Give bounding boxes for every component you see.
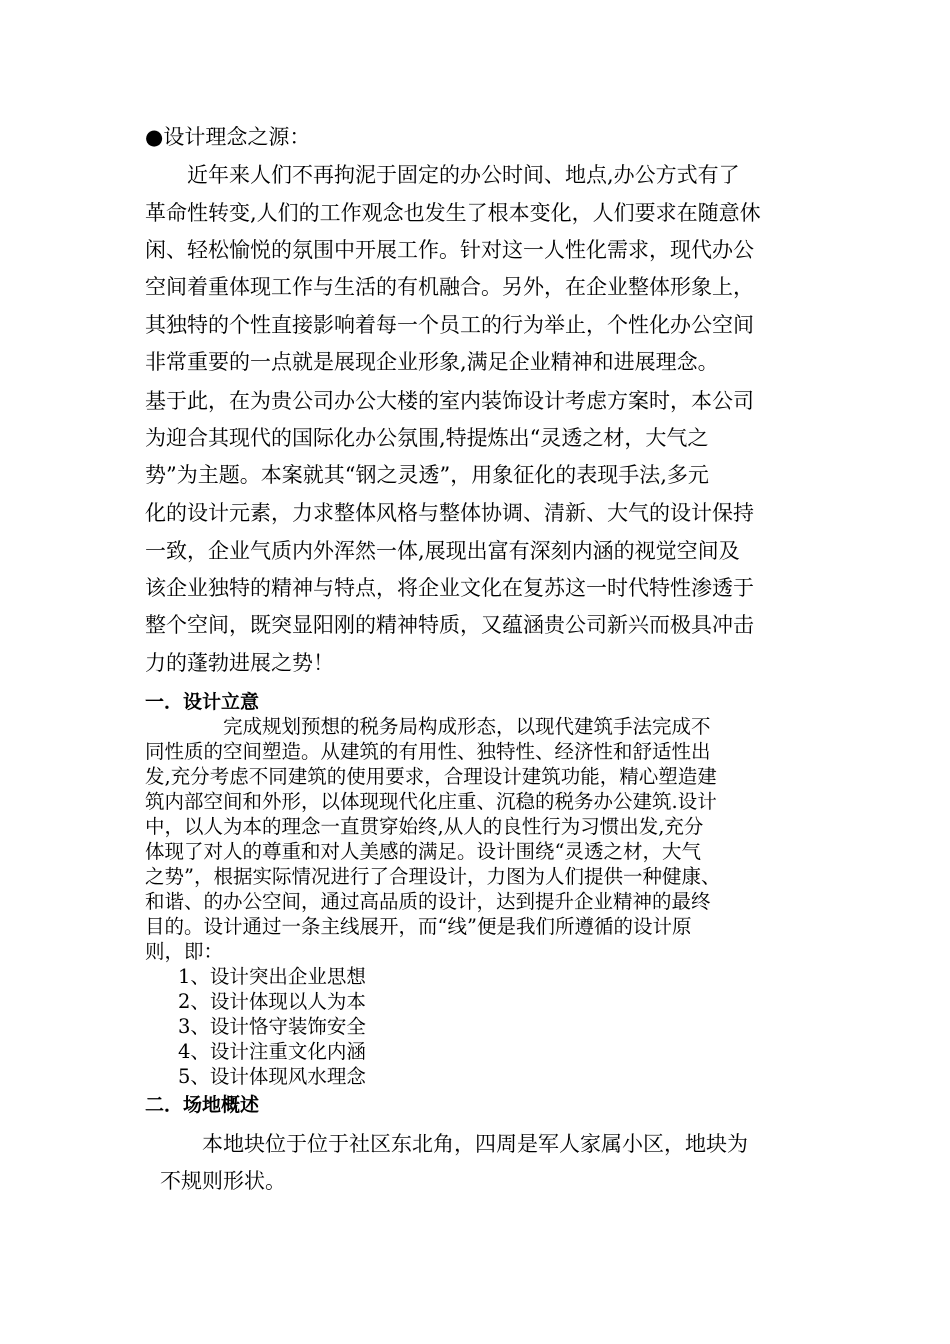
- text-line: 之势”，根据实际情况进行了合理设计，力图为人们提供一种健康、: [145, 865, 721, 888]
- text-line: 基于此，在为贵公司办公大楼的室内装饰设计考虑方案时，本公司: [145, 389, 754, 413]
- text-line: 整个空间，既突显阳刚的精神特质，又蕴涵贵公司新兴而极具冲击: [145, 613, 754, 637]
- list-item: 3、设计恪守装饰安全: [178, 1015, 366, 1038]
- text-line: 体现了对人的尊重和对人美感的满足。设计围绕“灵透之材，大气: [145, 840, 701, 863]
- list-item: 1、设计突出企业思想: [178, 965, 366, 988]
- section-heading-site-overview: 二．场地概述: [145, 1094, 260, 1116]
- section-heading-design-intent: 一．设计立意: [145, 691, 260, 713]
- text-line: 和谐、的办公空间，通过高品质的设计，达到提升企业精神的最终: [145, 890, 711, 913]
- section-title-design-source: ●设计理念之源：: [145, 125, 311, 149]
- text-line: 近年来人们不再拘泥于固定的办公时间、地点,办公方式有了: [145, 163, 740, 187]
- text-line: 该企业独特的精神与特点，将企业文化在复苏这一时代特性渗透于: [145, 576, 754, 600]
- text-line: 中，以人为本的理念一直贯穿始终,从人的良性行为习惯出发,充分: [145, 815, 704, 838]
- text-line: 发,充分考虑不同建筑的使用要求，合理设计建筑功能，精心塑造建: [145, 765, 717, 788]
- list-item: 4、设计注重文化内涵: [178, 1040, 366, 1063]
- text-line: 一致，企业气质内外浑然一体,展现出富有深刻内涵的视觉空间及: [145, 539, 740, 563]
- text-line: 空间着重体现工作与生活的有机融合。另外，在企业整体形象上，: [145, 275, 754, 299]
- text-line: 革命性转变,人们的工作观念也发生了根本变化，人们要求在随意休: [145, 201, 761, 225]
- text-line: 力的蓬勃进展之势！: [145, 651, 334, 675]
- text-line: 化的设计元素，力求整体风格与整体协调、清新、大气的设计保持: [145, 501, 754, 525]
- text-line: 则，即：: [145, 940, 224, 963]
- text-line: 同性质的空间塑造。从建筑的有用性、独特性、经济性和舒适性出: [145, 740, 711, 763]
- text-line: 本地块位于位于社区东北角，四周是军人家属小区，地块为: [160, 1132, 748, 1156]
- text-line: 目的。设计通过一条主线展开，而“线”便是我们所遵循的设计原: [145, 915, 692, 938]
- text-line: 完成规划预想的税务局构成形态，以现代建筑手法完成不: [145, 715, 711, 738]
- text-line: 其独特的个性直接影响着每一个员工的行为举止，个性化办公空间: [145, 313, 754, 337]
- text-line: 不规则形状。: [160, 1169, 286, 1193]
- text-line: 为迎合其现代的国际化办公氛围,特提炼出“灵透之材，大气之: [145, 426, 709, 450]
- text-line: 非常重要的一点就是展现企业形象,满足企业精神和进展理念。: [145, 350, 719, 374]
- list-item: 2、设计体现以人为本: [178, 990, 366, 1013]
- text-line: 闲、轻松愉悦的氛围中开展工作。针对这一人性化需求，现代办公: [145, 238, 754, 262]
- list-item: 5、设计体现风水理念: [178, 1065, 366, 1088]
- text-line: 筑内部空间和外形，以体现现代化庄重、沉稳的税务办公建筑.设计: [145, 790, 717, 813]
- text-line: 势”为主题。本案就其“钢之灵透”，用象征化的表现手法,多元: [145, 463, 709, 487]
